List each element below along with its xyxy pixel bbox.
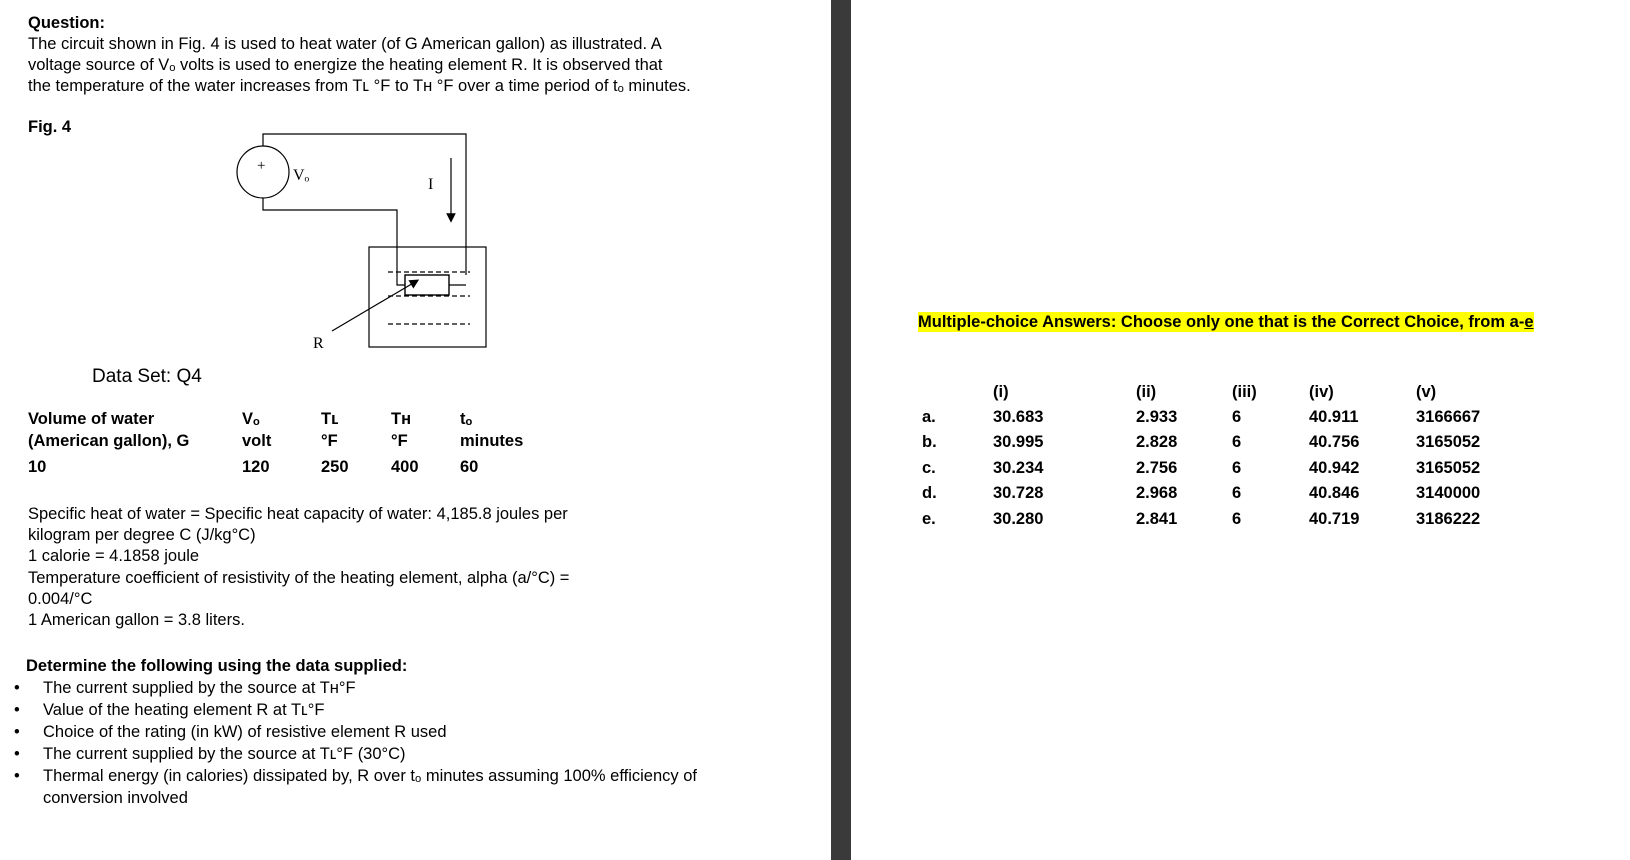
header-th-1: Tʜ: [391, 410, 412, 428]
answers-page: [851, 0, 1630, 860]
table-cell: 2.933: [1136, 408, 1178, 426]
header-tl-1: Tʟ: [321, 410, 339, 428]
table-cell: 3166667: [1416, 408, 1481, 426]
header-to-1: tₒ: [460, 410, 473, 428]
source-plus-sign: +: [257, 158, 266, 174]
table-cell: 3165052: [1416, 433, 1481, 451]
table-cell: 3186222: [1416, 510, 1481, 528]
constant-line-1: Specific heat of water = Specific heat capacity of water: 4,185.8 joules per: [28, 505, 568, 523]
table-cell: 30.280: [993, 510, 1044, 528]
tasks-list: [14, 677, 783, 809]
page-divider: [831, 0, 851, 860]
table-cell: 40.719: [1309, 510, 1360, 528]
table-cell: 2.756: [1136, 459, 1178, 477]
table-cell: 6: [1232, 459, 1242, 477]
constant-line-6: 1 American gallon = 3.8 liters.: [28, 611, 245, 629]
table-cell: 30.995: [993, 433, 1044, 451]
voltage-label: Vₒ: [293, 167, 310, 184]
column-header: (iv): [1309, 383, 1334, 401]
header-to-2: minutes: [460, 432, 524, 450]
choice-label-b[interactable]: b.: [922, 433, 937, 451]
heating-element: [405, 275, 449, 295]
task-item-line-1: Thermal energy (in calories) dissipated by, R over tₒ minutes assuming 100% efficiency of: [43, 767, 697, 785]
answers-banner: [918, 313, 1534, 332]
task-item: [14, 765, 783, 809]
header-volume-2: (American gallon), G: [28, 432, 190, 450]
table-cell: 3165052: [1416, 459, 1481, 477]
table-cell: 2.841: [1136, 510, 1178, 528]
header-vo-1: Vₒ: [242, 410, 260, 428]
table-cell: 40.911: [1309, 408, 1359, 426]
resistor-pointer-arrow: [332, 282, 415, 331]
constant-line-3: 1 calorie = 4.1858 joule: [28, 547, 200, 565]
table-cell: 6: [1232, 510, 1242, 528]
table-cell: 30.728: [993, 484, 1044, 502]
question-line-1: The circuit shown in Fig. 4 is used to heat water (of G American gallon) as illustrated. A: [28, 35, 662, 53]
current-label: I: [428, 176, 434, 193]
water-container: [369, 247, 486, 347]
top-wire: [263, 134, 466, 275]
column-header: (v): [1416, 383, 1437, 401]
header-th-2: °F: [391, 432, 408, 450]
choice-label-a[interactable]: a.: [922, 408, 936, 426]
bottom-wire: [263, 198, 405, 285]
table-cell: 30.683: [993, 408, 1044, 426]
header-vo-2: volt: [242, 432, 272, 450]
column-header: (iii): [1232, 383, 1257, 401]
column-header: (ii): [1136, 383, 1157, 401]
question-heading: Question:: [28, 14, 105, 32]
column-header: (i): [993, 383, 1009, 401]
question-line-2: voltage source of Vₒ volts is used to energize the heating element R. It is observed that: [28, 56, 663, 74]
circuit-diagram: [230, 130, 510, 370]
task-item: • The current supplied by the source at Tʟ°F (30°C): [14, 743, 783, 765]
constant-line-4: Temperature coefficient of resistivity of the heating element, alpha (a/°C) =: [28, 569, 570, 587]
table-cell: 2.828: [1136, 433, 1178, 451]
value-vo: 120: [242, 458, 270, 476]
table-cell: 6: [1232, 484, 1242, 502]
answers-banner-text: Multiple-choice Answers: Choose only one that is the Correct Choice, from a-: [918, 313, 1525, 331]
table-cell: 6: [1232, 408, 1242, 426]
choice-label-c[interactable]: c.: [922, 459, 936, 477]
value-th: 400: [391, 458, 419, 476]
constant-line-2: kilogram per degree C (J/kg°C): [28, 526, 256, 544]
table-cell: 6: [1232, 433, 1242, 451]
answers-banner-end: e: [1524, 313, 1534, 331]
table-cell: 2.968: [1136, 484, 1178, 502]
constant-line-5: 0.004/°C: [28, 590, 93, 608]
task-item: • Choice of the rating (in kW) of resistive element R used: [14, 721, 783, 743]
table-cell: 40.846: [1309, 484, 1360, 502]
value-volume: 10: [28, 458, 47, 476]
header-volume-1: Volume of water: [28, 410, 155, 428]
data-set-title: Data Set: Q4: [92, 366, 202, 387]
choice-label-d[interactable]: d.: [922, 484, 937, 502]
choice-label-e[interactable]: e.: [922, 510, 936, 528]
task-item: • Value of the heating element R at Tʟ°F: [14, 699, 783, 721]
tasks-heading: Determine the following using the data supplied:: [26, 657, 408, 675]
table-cell: 30.234: [993, 459, 1044, 477]
header-tl-2: °F: [321, 432, 338, 450]
table-cell: 40.942: [1309, 459, 1360, 477]
table-cell: 3140000: [1416, 484, 1481, 502]
figure-label: Fig. 4: [28, 118, 72, 136]
table-cell: 40.756: [1309, 433, 1360, 451]
question-line-3: the temperature of the water increases from Tʟ °F to Tʜ °F over a time period of tₒ minutes.: [28, 77, 691, 95]
value-tl: 250: [321, 458, 349, 476]
task-item-line-2: conversion involved: [43, 789, 188, 807]
value-to: 60: [460, 458, 479, 476]
resistor-label: R: [313, 335, 324, 352]
task-item: • The current supplied by the source at Tʜ°F: [14, 677, 783, 699]
